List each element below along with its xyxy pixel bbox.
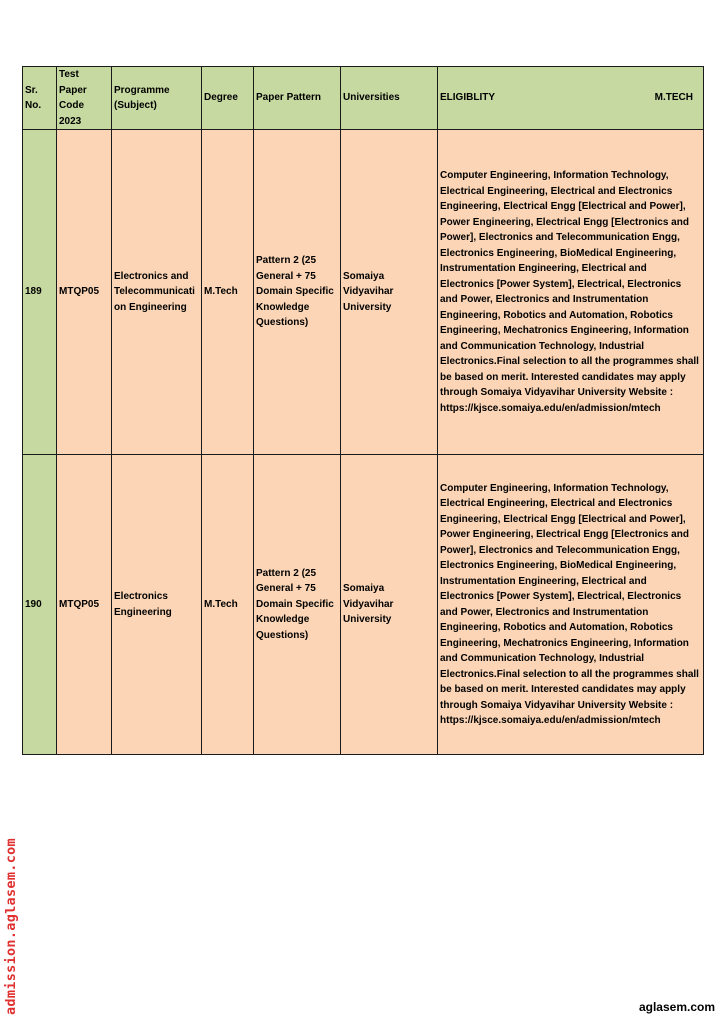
cell-degree: M.Tech <box>202 130 254 455</box>
header-degree: Degree <box>202 67 254 130</box>
cell-eligibility: Computer Engineering, Information Technology, Electrical Engineering, Electrical and Electronics Engineering, Electrical Engg [Electrical and Power], Power Engineering, Electrical Engg [Electronics and Power], Electronics and Telecommunication Engg, Electronics Engineering, BioMedical Engineering, Instrumentation Engineering, Electrical and Electronics [Power System], Electrical, Electronics and Power, Electronics and Instrumentation Engineering, Robotics and Automation, Robotics Engineering, Mechatronics Engineering, Information and Communication Technology, Industrial Electronics.Final selection to all the programmes shall be based on merit. Interested candidates may apply through Somaiya Vidyavihar University Website : https://kjsce.somaiya.edu/en/admission/mtech <box>438 130 704 455</box>
eligibility-table <box>22 66 704 755</box>
table-row <box>23 130 704 455</box>
header-paper-pattern: Paper Pattern <box>254 67 341 130</box>
cell-test-paper-code: MTQP05 <box>57 455 112 755</box>
cell-paper-pattern: Pattern 2 (25 General + 75 Domain Specific Knowledge Questions) <box>254 455 341 755</box>
cell-degree: M.Tech <box>202 455 254 755</box>
header-programme: Programme (Subject) <box>112 67 202 130</box>
cell-eligibility: Computer Engineering, Information Technology, Electrical Engineering, Electrical and Electronics Engineering, Electrical Engg [Electrical and Power], Power Engineering, Electrical Engg [Electronics and Power], Electronics and Telecommunication Engg, Electronics Engineering, BioMedical Engineering, Instrumentation Engineering, Electrical and Electronics [Power System], Electrical, Electronics and Power, Electronics and Instrumentation Engineering, Robotics and Automation, Robotics Engineering, Mechatronics Engineering, Information and Communication Technology, Industrial Electronics.Final selection to all the programmes shall be based on merit. Interested candidates may apply through Somaiya Vidyavihar University Website : https://kjsce.somaiya.edu/en/admission/mtech <box>438 455 704 755</box>
cell-programme: Electronics and Telecommunicati on Engineering <box>112 130 202 455</box>
header-eligibility-label: ELIGIBLITY <box>440 92 495 104</box>
cell-test-paper-code: MTQP05 <box>57 130 112 455</box>
cell-university: Somaiya Vidyavihar University <box>341 130 438 455</box>
table-row <box>23 455 704 755</box>
header-row <box>23 67 704 130</box>
cell-programme: Electronics Engineering <box>112 455 202 755</box>
header-eligibility-tag: M.TECH <box>654 92 693 104</box>
side-watermark: admission.aglasem.com <box>3 838 19 1015</box>
cell-sr-no: 190 <box>23 455 57 755</box>
cell-sr-no: 189 <box>23 130 57 455</box>
header-sr-no: Sr. No. <box>23 67 57 130</box>
header-test-paper-code: Test Paper Code 2023 <box>57 67 112 130</box>
header-eligibility <box>438 67 704 130</box>
header-universities: Universities <box>341 67 438 130</box>
footer-site-name: aglasem.com <box>638 1000 715 1014</box>
cell-university: Somaiya Vidyavihar University <box>341 455 438 755</box>
cell-paper-pattern: Pattern 2 (25 General + 75 Domain Specific Knowledge Questions) <box>254 130 341 455</box>
